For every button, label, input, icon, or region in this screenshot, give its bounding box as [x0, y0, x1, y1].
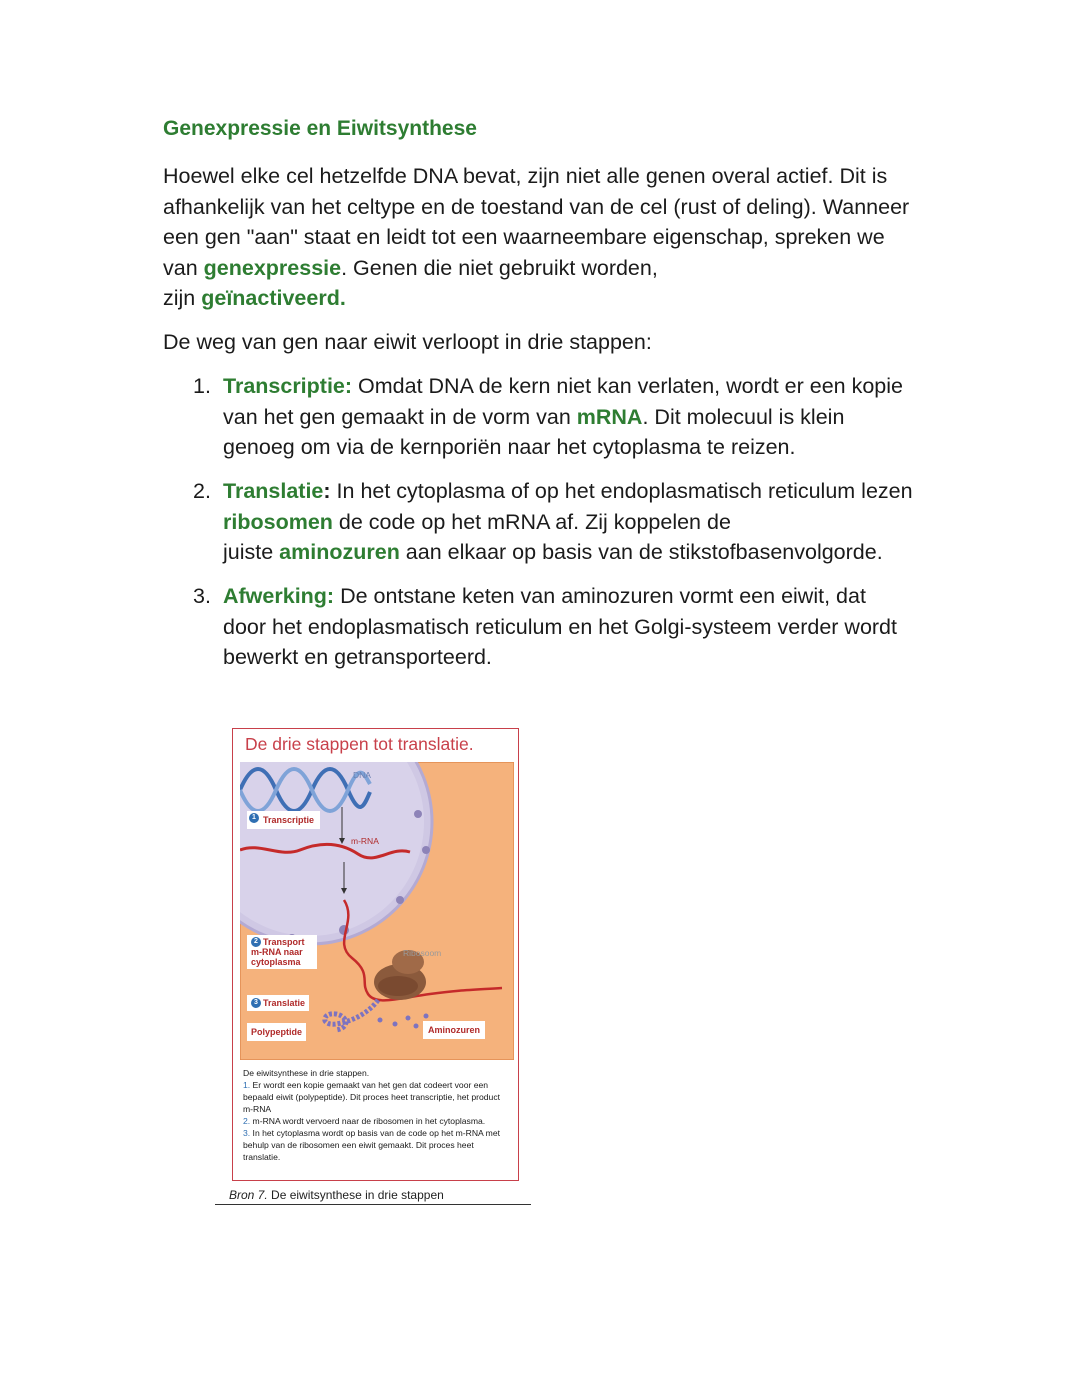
label-aminozuren: Aminozuren [423, 1021, 485, 1039]
step-term: Afwerking: [223, 584, 335, 608]
figure-frame [232, 728, 519, 1181]
step-term: Transcriptie: [223, 374, 353, 398]
step-afwerking: 3. Afwerking: De ontstane keten van aminozuren vormt een eiwit, dat door het endoplasmatisch reticulum en het Golgi-systeem verder wordt bewerkt en getransporteerd. [193, 581, 913, 673]
caption-item: 2. m-RNA wordt vervoerd naar de ribosomen in het cytoplasma. [243, 1116, 486, 1126]
label-ribosoom: Ribosoom [403, 948, 442, 958]
figure-source: Bron 7. De eiwitsynthese in drie stappen [229, 1188, 444, 1202]
figure-eiwitsynthese [215, 728, 531, 1208]
figure-title: De drie stappen tot translatie. [245, 734, 474, 754]
source-divider [215, 1204, 531, 1205]
step-transcriptie: 1. Transcriptie: Omdat DNA de kern niet kan verlaten, wordt er een kopie van het gen gemaakt in de vorm van mRNA. Dit molecuul is klein genoeg om via de kernporiën naar het cytoplasma te reizen. [193, 371, 913, 463]
page-title: Genexpressie en Eiwitsynthese [163, 117, 477, 140]
term-mrna: mRNA [576, 404, 643, 429]
step-translatie: 2. Translatie: In het cytoplasma of op het endoplasmatisch reticulum lezen ribosomen de code op het mRNA af. Zij koppelen de juiste aminozuren aan elkaar op basis van de stikstofbasenvolgorde. [193, 476, 913, 568]
protein-synthesis-illustration [240, 762, 514, 1060]
term-aminozuren: aminozuren [279, 540, 400, 564]
label-transport: 2 Transport m-RNA naar cytoplasma [247, 935, 317, 969]
intro-paragraph: Hoewel elke cel hetzelfde DNA bevat, zijn niet alle genen overal actief. Dit is afhankelijk van het celtype en de toestand van de cel (rust of deling). Wanneer een gen "aan" staat en leidt tot een waarneembare eigenschap, spreken we van genexpressie. Genen die niet gebruikt worden, zijn geïnactiveerd. [163, 164, 910, 310]
caption-item: 3. In het cytoplasma wordt op basis van de code op het m-RNA met behulp van de ribosomen een eiwit gemaakt. Dit proces heet translatie. [243, 1128, 500, 1162]
label-mrna: m-RNA [351, 836, 379, 846]
step-term: Translatie [223, 479, 324, 503]
label-translatie: 3 Translatie [247, 995, 309, 1011]
step-two-badge: 2 [251, 937, 261, 947]
label-transcriptie: 1 Transcriptie [247, 811, 320, 829]
label-polypeptide: Polypeptide [247, 1023, 306, 1041]
caption-item: 1. Er wordt een kopie gemaakt van het gen dat codeert voor een bepaald eiwit (polypeptide). Dit proces heet transcriptie, het product m-RNA [243, 1080, 500, 1114]
step-number: 2. [193, 479, 211, 503]
term-genexpressie: genexpressie [203, 255, 342, 280]
term-geinactiveerd: geïnactiveerd [201, 286, 340, 310]
figure-caption [243, 1067, 511, 1163]
term-ribosomen: ribosomen [223, 509, 333, 534]
caption-heading: De eiwitsynthese in drie stappen. [243, 1068, 370, 1078]
step-number: 3. [193, 584, 211, 608]
step-number: 1. [193, 374, 211, 398]
label-dna: DNA [353, 770, 371, 780]
step-one-badge: 1 [249, 813, 259, 823]
steps-intro: De weg van gen naar eiwit verloopt in drie stappen: [163, 330, 652, 354]
step-three-badge: 3 [251, 998, 261, 1008]
